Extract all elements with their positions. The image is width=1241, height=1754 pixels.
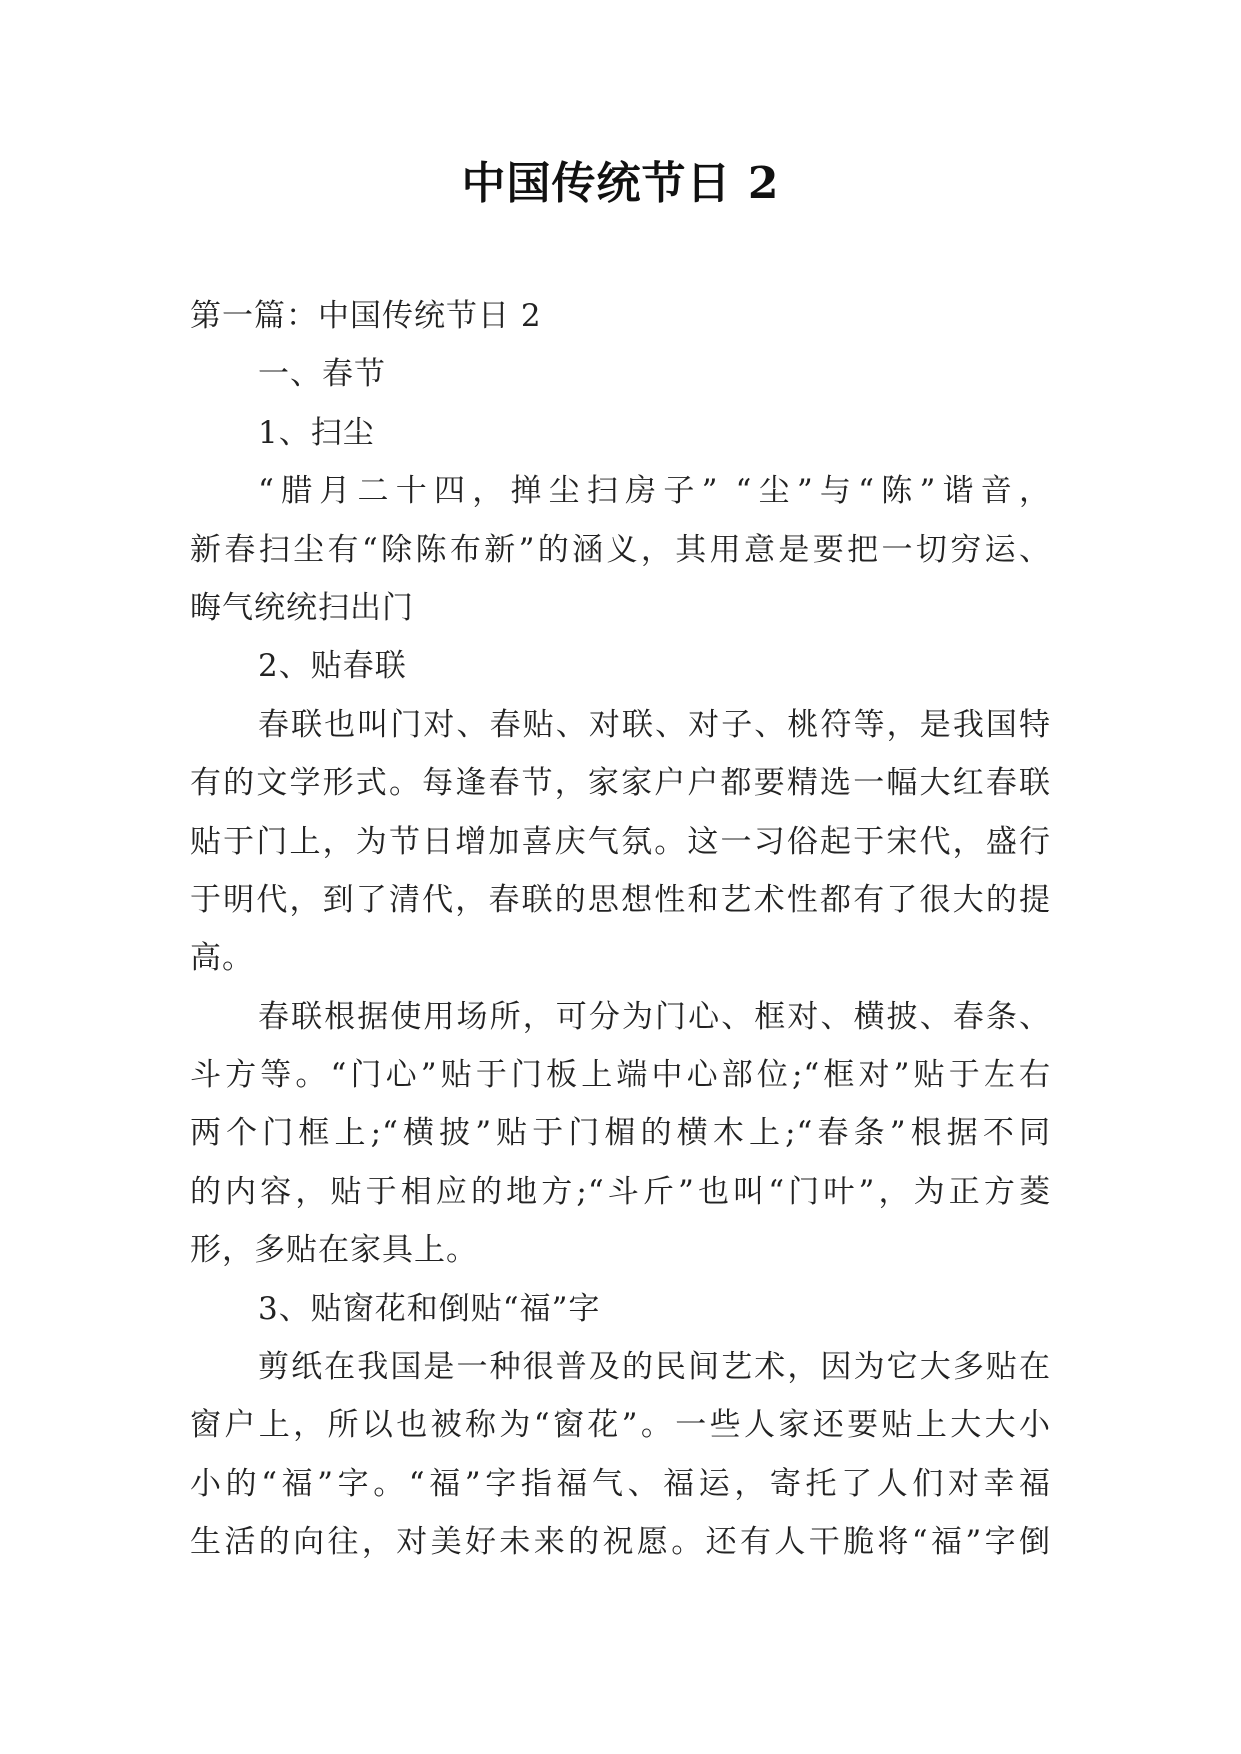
paragraph-line: 的内容，贴于相应的地方;“斗斤”也叫“门叶”，为正方菱 bbox=[190, 1173, 1051, 1210]
section-heading: 1、扫尘 bbox=[258, 414, 375, 451]
paragraph-line: 形，多贴在家具上。 bbox=[190, 1232, 478, 1269]
paragraph-line: 新春扫尘有“除陈布新”的涵义，其用意是要把一切穷运、 bbox=[190, 531, 1051, 568]
paragraph-line: 窗户上，所以也被称为“窗花”。一些人家还要贴上大大小 bbox=[190, 1407, 1051, 1444]
section-heading: 2、贴春联 bbox=[258, 648, 407, 685]
paragraph-line: 晦气统统扫出门 bbox=[190, 589, 414, 626]
paragraph bbox=[190, 462, 1051, 637]
paragraph-line: 高。 bbox=[190, 940, 254, 977]
paragraph-line: 小的“福”字。“福”字指福气、福运，寄托了人们对幸福 bbox=[190, 1465, 1051, 1502]
document-body bbox=[190, 287, 1051, 1572]
paragraph-line: 生活的向往，对美好未来的祝愿。还有人干脆将“福”字倒 bbox=[190, 1524, 1051, 1561]
paragraph-line: 有的文学形式。每逢春节，家家户户都要精选一幅大红春联 bbox=[190, 765, 1051, 802]
paragraph-line: 春联也叫门对、春贴、对联、对子、桃符等，是我国特 bbox=[258, 706, 1051, 743]
paragraph bbox=[190, 1338, 1051, 1572]
paragraph-line: 春联根据使用场所，可分为门心、框对、横披、春条、 bbox=[258, 998, 1051, 1035]
part-heading: 第一篇：中国传统节日 2 bbox=[190, 298, 542, 334]
chapter-heading: 一、春节 bbox=[258, 356, 386, 393]
paragraph-line: 斗方等。“门心”贴于门板上端中心部位;“框对”贴于左右 bbox=[190, 1057, 1051, 1094]
paragraph-line: 贴于门上，为节日增加喜庆气氛。这一习俗起于宋代，盛行 bbox=[190, 823, 1051, 860]
paragraph-line: 剪纸在我国是一种很普及的民间艺术，因为它大多贴在 bbox=[258, 1349, 1051, 1386]
paragraph-line: “腊月二十四，掸尘扫房子” “尘”与“陈”谐音， bbox=[258, 473, 1051, 510]
paragraph-line: 于明代，到了清代，春联的思想性和艺术性都有了很大的提 bbox=[190, 881, 1051, 918]
document-title: 中国传统节日 2 bbox=[461, 158, 780, 209]
section-heading: 3、贴窗花和倒贴“福”字 bbox=[258, 1290, 601, 1327]
paragraph bbox=[190, 988, 1051, 1280]
paragraph bbox=[190, 696, 1051, 988]
paragraph-line: 两个门框上;“横披”贴于门楣的横木上;“春条”根据不同 bbox=[190, 1115, 1051, 1152]
